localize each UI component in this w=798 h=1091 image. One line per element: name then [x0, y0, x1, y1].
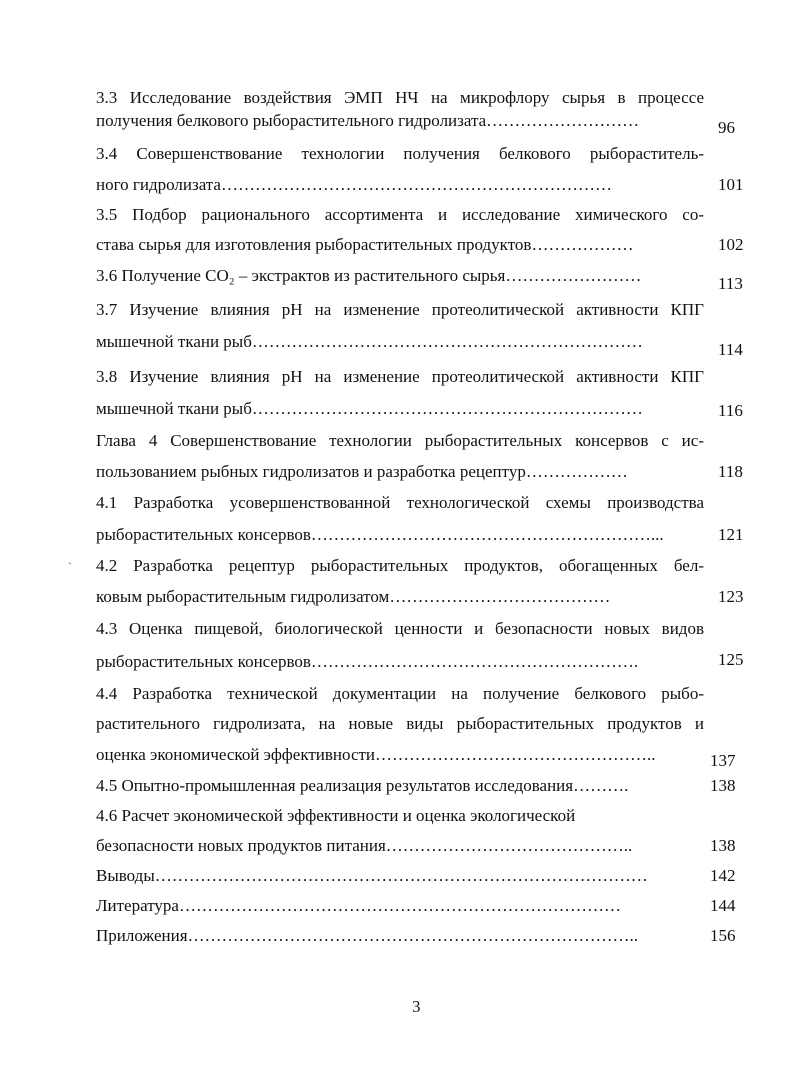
toc-entry-line: мышечной ткани рыб……………………………………………………………	[96, 332, 643, 351]
toc-entry-line: 3.5 Подбор рационального ассортимента и исследование химического со-	[96, 205, 704, 224]
toc-entry-line: 3.4 Совершенствование технологии получения белкового рыбораститель-	[96, 144, 704, 163]
toc-page-number: 101	[718, 175, 744, 194]
toc-page-number: 116	[718, 401, 743, 420]
toc-entry-line: Приложения……………………………………………………………………..	[96, 926, 639, 945]
toc-page-number: 138	[710, 776, 736, 795]
toc-entry-line: рыборастительных консервов………………………………………………….	[96, 652, 639, 671]
toc-entry-line: безопасности новых продуктов питания……………………………………..	[96, 836, 633, 855]
toc-entry-line: 3.6 Получение CO₂ – экстрактов из растительного сырья……………………	[96, 266, 642, 285]
toc-entry-line: 3.3 Исследование воздействия ЭМП НЧ на микрофлору сырья в процессе	[96, 88, 704, 107]
scan-artifact-mark: `	[68, 560, 72, 574]
toc-entry-line: растительного гидролизата, на новые виды рыборастительных продуктов и	[96, 714, 704, 733]
toc-page-number: 142	[710, 866, 736, 885]
toc-entry-line: Литература……………………………………………………………………	[96, 896, 621, 915]
toc-entry-line: пользованием рыбных гидролизатов и разработка рецептур………………	[96, 462, 628, 481]
toc-entry-line: ковым рыборастительным гидролизатом…………………………………	[96, 587, 611, 606]
toc-entry-line: 4.6 Расчет экономической эффективности и оценка экологической	[96, 806, 576, 825]
toc-entry-line: 4.4 Разработка технической документации на получение белкового рыбо-	[96, 684, 704, 703]
toc-entry-line: 4.5 Опытно-промышленная реализация результатов исследования……….	[96, 776, 629, 795]
toc-entry-line: оценка экономической эффективности…………………………………………..	[96, 745, 656, 764]
toc-entry-line: 3.7 Изучение влияния pH на изменение протеолитической активности КПГ	[96, 300, 704, 319]
toc-page-number: 113	[718, 274, 743, 293]
toc-entry-line: получения белкового рыборастительного гидролизата………………………	[96, 111, 640, 130]
toc-entry-line: Глава 4 Совершенствование технологии рыборастительных консервов с ис-	[96, 431, 704, 450]
toc-page-number: 114	[718, 340, 743, 359]
toc-page-number: 144	[710, 896, 736, 915]
toc-page-number: 138	[710, 836, 736, 855]
toc-entry-line: ного гидролизата……………………………………………………………	[96, 175, 612, 194]
toc-page-number: 137	[710, 751, 736, 770]
toc-entry-line: 3.8 Изучение влияния pH на изменение протеолитической активности КПГ	[96, 367, 704, 386]
toc-entry-line: 4.3 Оценка пищевой, биологической ценности и безопасности новых видов	[96, 619, 704, 638]
page-number: 3	[412, 997, 421, 1016]
toc-page-number: 102	[718, 235, 744, 254]
toc-entry-line: 4.2 Разработка рецептур рыборастительных продуктов, обогащенных бел-	[96, 556, 704, 575]
toc-entry-line: 4.1 Разработка усовершенствованной технологической схемы производства	[96, 493, 704, 512]
toc-entry-line: става сырья для изготовления рыборастительных продуктов………………	[96, 235, 634, 254]
toc-page-number: 156	[710, 926, 736, 945]
toc-page-number: 118	[718, 462, 743, 481]
toc-entry-line: рыборастительных консервов……………………………………………………...	[96, 525, 664, 544]
toc-page-number: 125	[718, 650, 744, 669]
toc-entry-line: Выводы……………………………………………………………………………	[96, 866, 648, 885]
toc-page-number: 96	[718, 118, 735, 137]
toc-entry-line: мышечной ткани рыб……………………………………………………………	[96, 399, 643, 418]
toc-page-number: 121	[718, 525, 744, 544]
toc-page-number: 123	[718, 587, 744, 606]
